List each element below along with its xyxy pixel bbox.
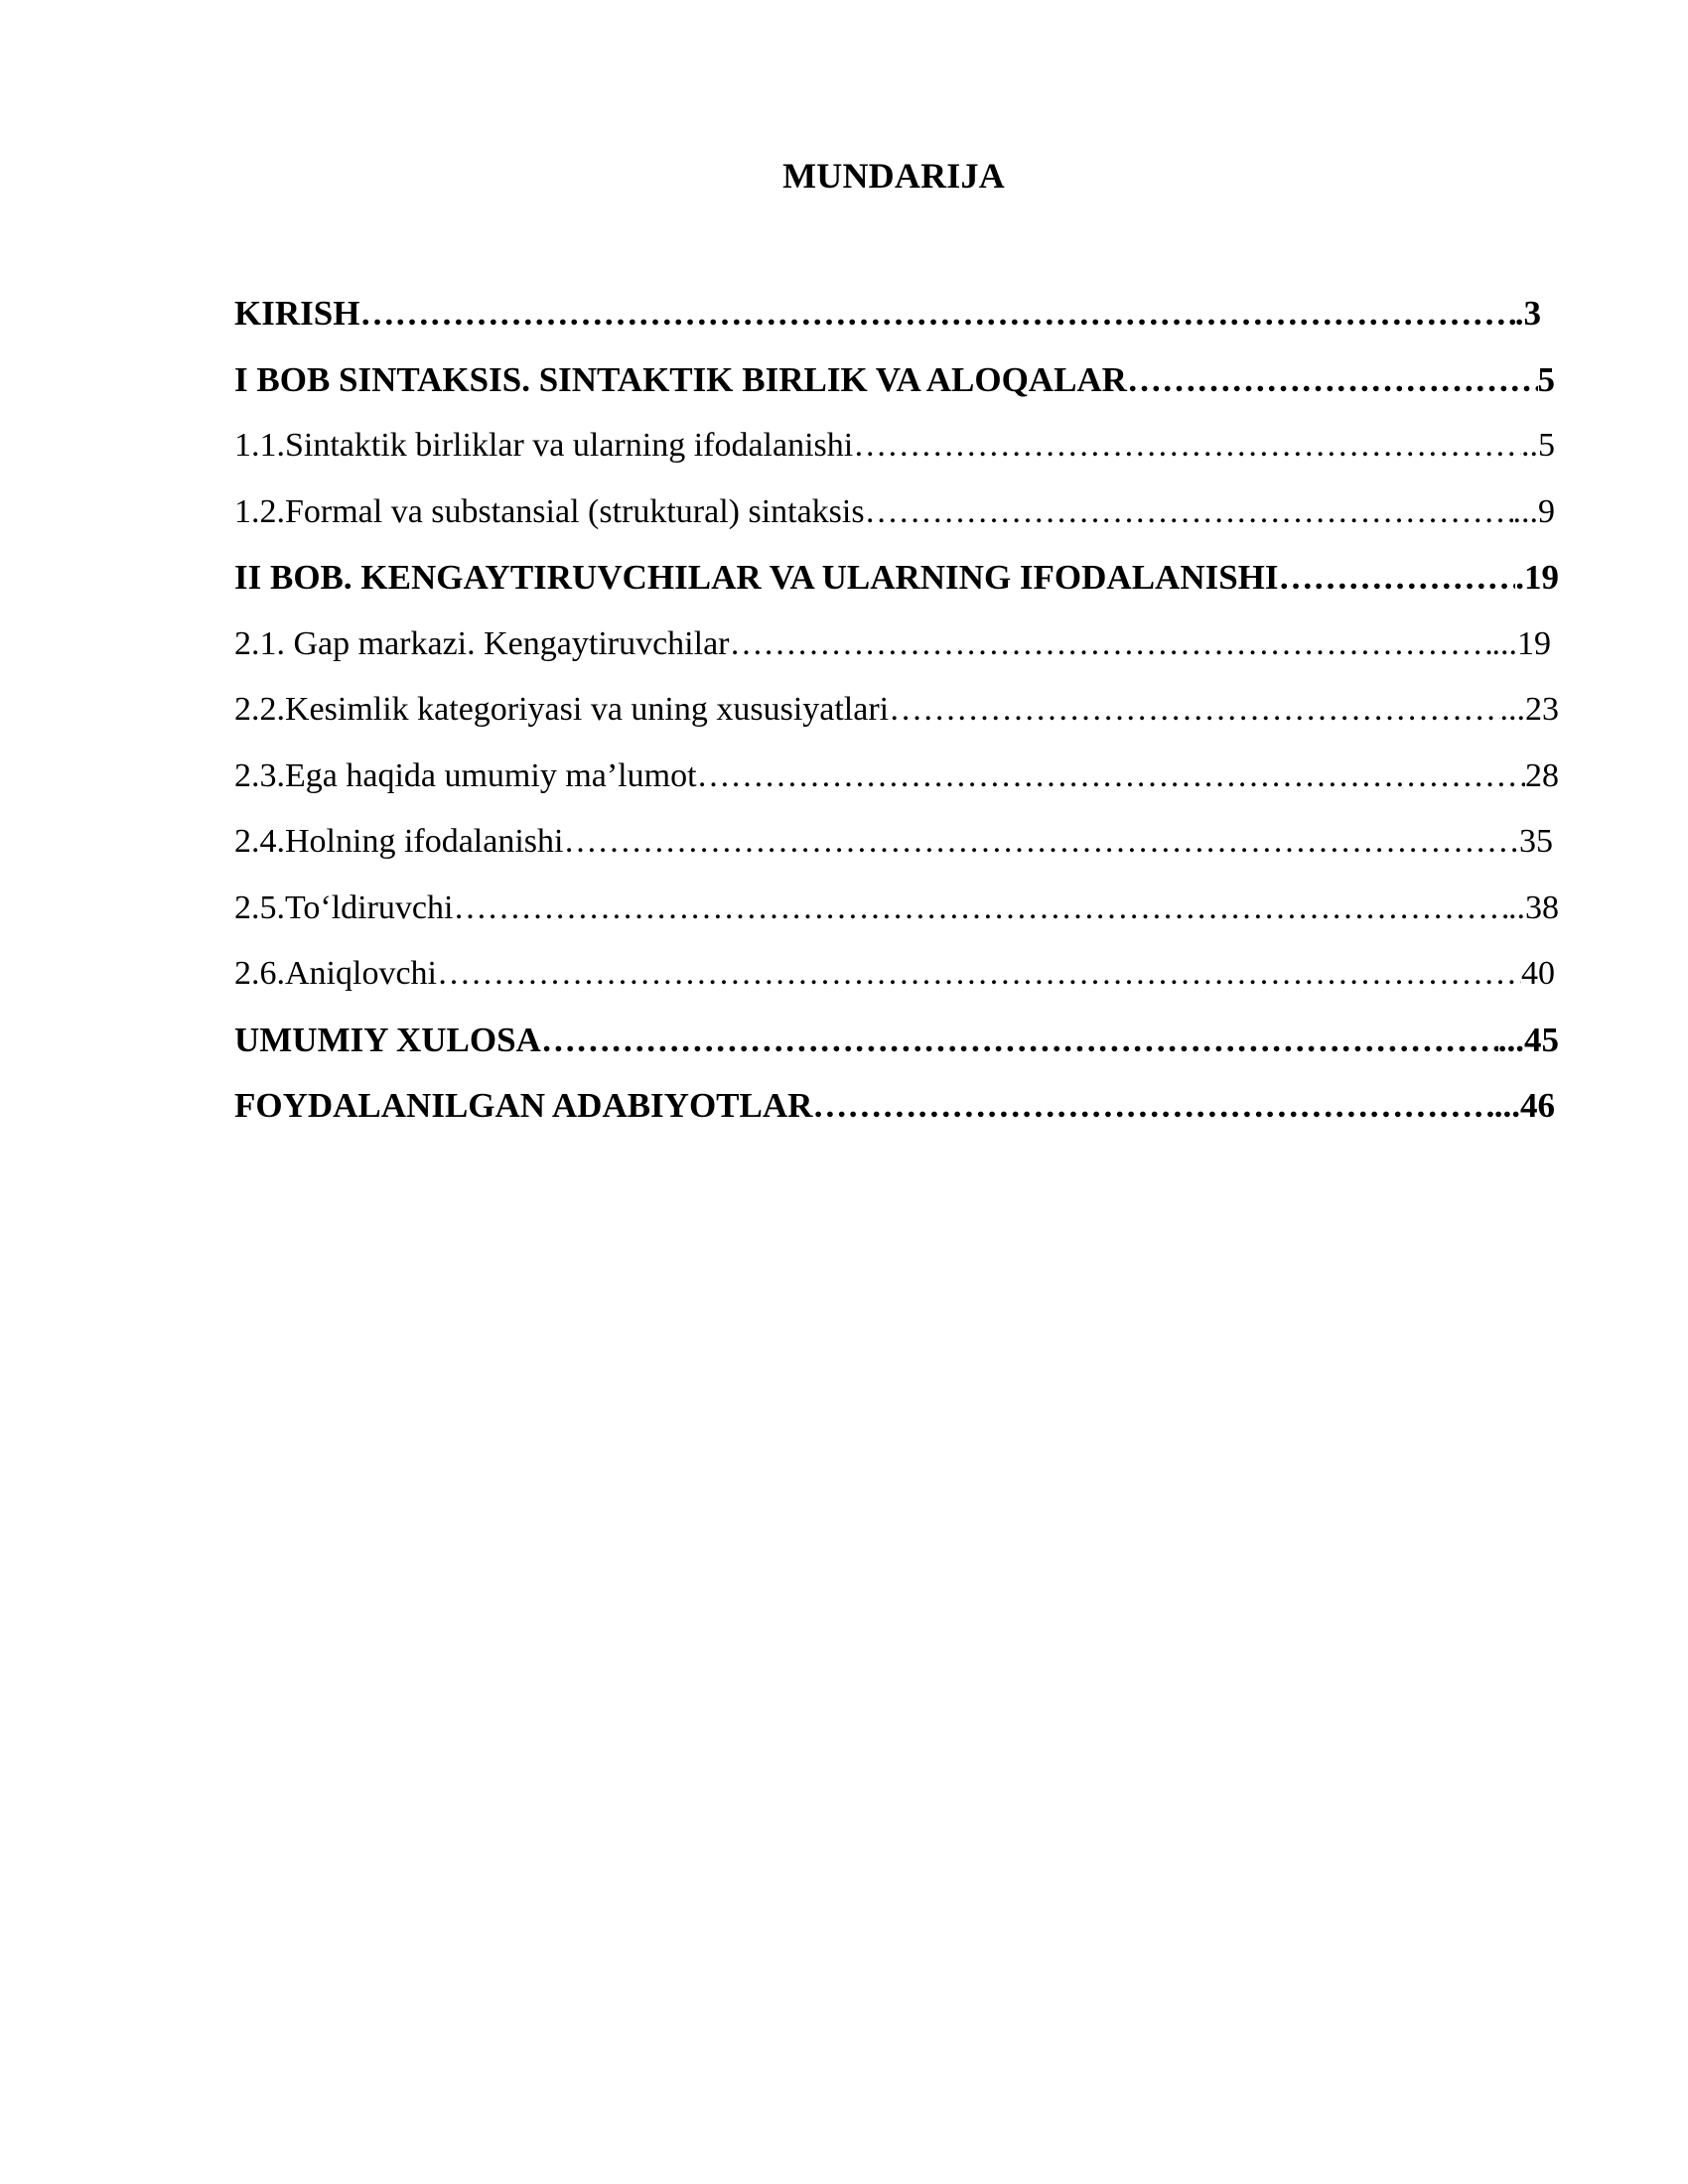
toc-entry-title: 2.6.Aniqlovchi bbox=[234, 955, 437, 993]
toc-entry-title: 2.2.Kesimlik kategoriyasi va uning xususiyatlari bbox=[234, 691, 890, 729]
toc-entry-title: UMUMIY XULOSA bbox=[234, 1020, 541, 1059]
toc-entry-page: 35 bbox=[1519, 823, 1553, 861]
toc-entry-page: 5 bbox=[1537, 359, 1555, 399]
toc-entry-page: .3 bbox=[1514, 294, 1541, 334]
toc-entry[interactable] bbox=[234, 612, 1551, 678]
toc-entry-page: 28 bbox=[1525, 756, 1559, 794]
toc-leader-dots bbox=[697, 756, 1525, 796]
toc-leader-dots bbox=[453, 888, 1508, 928]
toc-entry[interactable] bbox=[234, 281, 1541, 347]
toc-entry[interactable] bbox=[234, 479, 1555, 546]
toc-leader-dots bbox=[1279, 558, 1516, 598]
toc-leader-dots bbox=[563, 822, 1519, 862]
toc-entry[interactable] bbox=[234, 347, 1555, 414]
toc-entry-page: ...19 bbox=[1491, 624, 1551, 662]
toc-entry-title: 1.2.Formal va substansial (struktural) sintaksis bbox=[234, 492, 865, 530]
toc-leader-dots bbox=[437, 954, 1521, 994]
toc-entry[interactable] bbox=[234, 941, 1555, 1008]
toc-entry-title: II BOB. KENGAYTIRUVCHILAR VA ULARNING IFODALANISHI bbox=[234, 558, 1279, 598]
toc-leader-dots bbox=[359, 294, 1514, 334]
toc-entry-title: 1.1.Sintaktik birliklar va ularning ifodalanishi bbox=[234, 427, 854, 465]
toc-entry[interactable] bbox=[234, 413, 1555, 479]
toc-leader-dots bbox=[853, 426, 1521, 466]
toc-entry-title: KIRISH bbox=[234, 294, 360, 334]
toc-entry[interactable] bbox=[234, 876, 1559, 942]
toc-entry-page: ...45 bbox=[1497, 1020, 1559, 1059]
page-title: MUNDARIJA bbox=[782, 156, 1005, 196]
toc-entry-page: ...9 bbox=[1512, 492, 1555, 530]
toc-entry-title: 2.4.Holning ifodalanishi bbox=[234, 823, 564, 861]
toc-leader-dots bbox=[865, 492, 1513, 532]
toc-leader-dots bbox=[812, 1086, 1493, 1126]
toc-entry[interactable] bbox=[234, 545, 1559, 612]
table-of-contents bbox=[234, 281, 1565, 1140]
toc-entry[interactable] bbox=[234, 1008, 1559, 1074]
toc-leader-dots bbox=[889, 690, 1499, 730]
toc-entry-page: ...46 bbox=[1493, 1086, 1555, 1126]
toc-entry[interactable] bbox=[234, 1073, 1555, 1140]
toc-entry-title: 2.3.Ega haqida umumiy ma’lumot bbox=[234, 756, 697, 794]
toc-entry-title: 2.5.To‘ldiruvchi bbox=[234, 888, 454, 926]
toc-entry-page: ..38 bbox=[1508, 888, 1559, 926]
toc-entry-page: ...23 bbox=[1499, 691, 1559, 729]
toc-entry[interactable] bbox=[234, 677, 1559, 744]
toc-entry-page: 40 bbox=[1521, 955, 1555, 993]
toc-leader-dots bbox=[541, 1021, 1498, 1060]
toc-entry-page: .19 bbox=[1515, 558, 1559, 598]
toc-entry-page: ..5 bbox=[1521, 427, 1555, 465]
toc-entry-title: FOYDALANILGAN ADABIYOTLAR bbox=[234, 1086, 813, 1126]
toc-entry[interactable] bbox=[234, 809, 1553, 876]
toc-entry-title: I BOB SINTAKSIS. SINTAKTIK BIRLIK VA ALOQALAR bbox=[234, 359, 1127, 399]
toc-leader-dots bbox=[729, 624, 1491, 664]
toc-entry-title: 2.1. Gap markazi. Kengaytiruvchilar bbox=[234, 624, 730, 662]
toc-entry[interactable] bbox=[234, 744, 1559, 810]
toc-leader-dots bbox=[1127, 360, 1538, 400]
